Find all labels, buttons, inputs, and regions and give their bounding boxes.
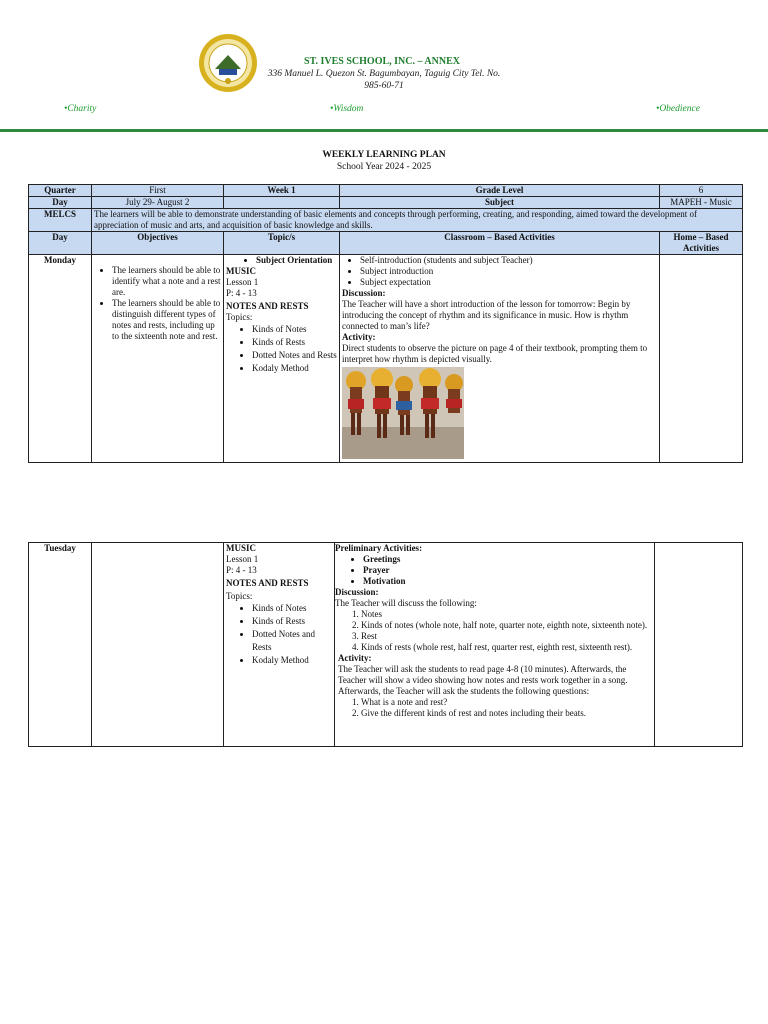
grade-label: Grade Level [340, 185, 660, 197]
topic-subject: MUSIC [226, 266, 257, 276]
topic-item: • Kodaly Method [252, 362, 337, 375]
topic-item: • Dotted Notes and Rests [252, 628, 332, 654]
subject-value: MAPEH - Music [660, 197, 743, 209]
topic-item: • Kodaly Method [252, 654, 332, 667]
discussion-item: 4. Kinds of rests (whole rest, half rest, quarter rest, eighth rest, sixteenth rest). [361, 642, 652, 653]
topic-pages: P: 4 - 13 [226, 565, 257, 575]
discussion-text: The Teacher will have a short introduction of the lesson for tomorrow: Begin by introducing the concept of rhythm and its significance in music. How is rhythm connected to man’s life? [342, 299, 631, 331]
melcs-label: MELCS [29, 209, 92, 232]
discussion-label: Discussion: [335, 587, 379, 597]
day-value: July 29- August 2 [92, 197, 224, 209]
monday-objectives [92, 255, 224, 463]
school-name: ST. IVES SCHOOL, INC. – ANNEX [304, 56, 460, 67]
header-divider [0, 129, 768, 132]
intro-item: • Subject expectation [360, 277, 657, 288]
col-topics: Topic/s [224, 232, 340, 255]
col-classroom: Classroom – Based Activities [340, 232, 660, 255]
tuesday-home-activities [655, 543, 743, 747]
discussion-label: Discussion: [342, 288, 386, 298]
monday-classroom-activities [340, 255, 660, 463]
activity-question: 2. Give the different kinds of rest and notes including their beats. [361, 708, 652, 719]
quarter-label: Quarter [29, 185, 92, 197]
intro-item: • Self-introduction (students and subject Teacher) [360, 255, 657, 266]
prelim-item: • Prayer [363, 565, 652, 576]
objective-item: • The learners should be able to identify what a note and a rest are. [112, 265, 221, 298]
col-home: Home – Based Activities [660, 232, 743, 255]
grade-value: 6 [660, 185, 743, 197]
col-day: Day [29, 232, 92, 255]
col-objectives: Objectives [92, 232, 224, 255]
school-address: 336 Manuel L. Quezon St. Bagumbayan, Taguig City Tel. No. 985-60-71 [267, 69, 501, 91]
prelim-item: • Motivation [363, 576, 652, 587]
motto-wisdom: •Wisdom [330, 104, 364, 114]
tuesday-topics [224, 543, 335, 747]
dancers-picture [342, 367, 464, 459]
tuesday-day: Tuesday [29, 543, 92, 747]
topic-pages: P: 4 - 13 [226, 288, 257, 298]
topic-item: • Kinds of Rests [252, 615, 332, 628]
topic-topics-label: Topics: [226, 591, 253, 601]
prelim-item: • Greetings [363, 554, 652, 565]
discussion-intro: The Teacher will discuss the following: [335, 598, 477, 608]
monday-plan-table [28, 184, 743, 463]
tuesday-objectives [92, 543, 224, 747]
tuesday-row [29, 543, 743, 747]
column-header-row [29, 232, 743, 255]
quarter-value: First [92, 185, 224, 197]
week-label: Week 1 [224, 185, 340, 197]
topic-item: • Dotted Notes and Rests [252, 349, 337, 362]
school-year: School Year 2024 - 2025 [336, 162, 432, 172]
monday-topics [224, 255, 340, 463]
activity-question: 1. What is a note and rest? [361, 697, 652, 708]
tuesday-plan-table [28, 542, 743, 747]
day-row-empty [224, 197, 340, 209]
topic-item: • Kinds of Notes [252, 602, 332, 615]
activity-label: Activity: [342, 332, 376, 342]
activity-text: Direct students to observe the picture on page 4 of their textbook, prompting them to interpret how rhythm is depicted visually. [342, 343, 648, 364]
day-row [29, 197, 743, 209]
subject-label: Subject [340, 197, 660, 209]
topic-item: • Kinds of Notes [252, 323, 337, 336]
intro-item: • Subject introduction [360, 266, 657, 277]
melcs-row [29, 209, 743, 232]
topic-lesson: Lesson 1 [226, 277, 259, 287]
monday-day: Monday [29, 255, 92, 463]
school-seal-icon [198, 33, 258, 93]
discussion-item: 1. Notes [361, 609, 652, 620]
letterhead [0, 0, 768, 135]
motto-obedience: •Obedience [656, 104, 700, 114]
tuesday-classroom-activities [335, 543, 655, 747]
discussion-item: 3. Rest [361, 631, 652, 642]
discussion-item: 2. Kinds of notes (whole note, half note, quarter note, eighth note, sixteenth note). [361, 620, 652, 631]
topic-item: • Kinds of Rests [252, 336, 337, 349]
monday-home-activities [660, 255, 743, 463]
day-label: Day [29, 197, 92, 209]
activity-text: The Teacher will ask the students to read page 4-8 (10 minutes). Afterwards, the Teacher will show a video showing how notes and rests work together in a song. Afterwards, the Teacher will ask the students the following questions: [338, 664, 628, 696]
activity-label: Activity: [338, 653, 372, 663]
topic-title: NOTES AND RESTS [226, 301, 309, 311]
quarter-row [29, 185, 743, 197]
prelim-label: Preliminary Activities: [335, 543, 423, 553]
topic-subject: MUSIC [226, 543, 257, 553]
document-title: WEEKLY LEARNING PLAN [322, 150, 446, 160]
topic-orientation: • Subject Orientation [256, 255, 337, 266]
motto-charity: •Charity [64, 104, 97, 114]
objective-item: • The learners should be able to distinguish different types of notes and rests, including up to the sixteenth note and rest. [112, 298, 221, 342]
monday-row [29, 255, 743, 463]
topic-lesson: Lesson 1 [226, 554, 259, 564]
tribal-dancers-image [342, 367, 464, 459]
melcs-text: The learners will be able to demonstrate understanding of basic elements and concepts through performing, creating, and responding, aimed toward the development of appreciation of music and arts, and acquisition of basic knowledge and skills. [92, 209, 743, 232]
topic-title: NOTES AND RESTS [226, 578, 309, 588]
topic-topics-label: Topics: [226, 312, 253, 322]
